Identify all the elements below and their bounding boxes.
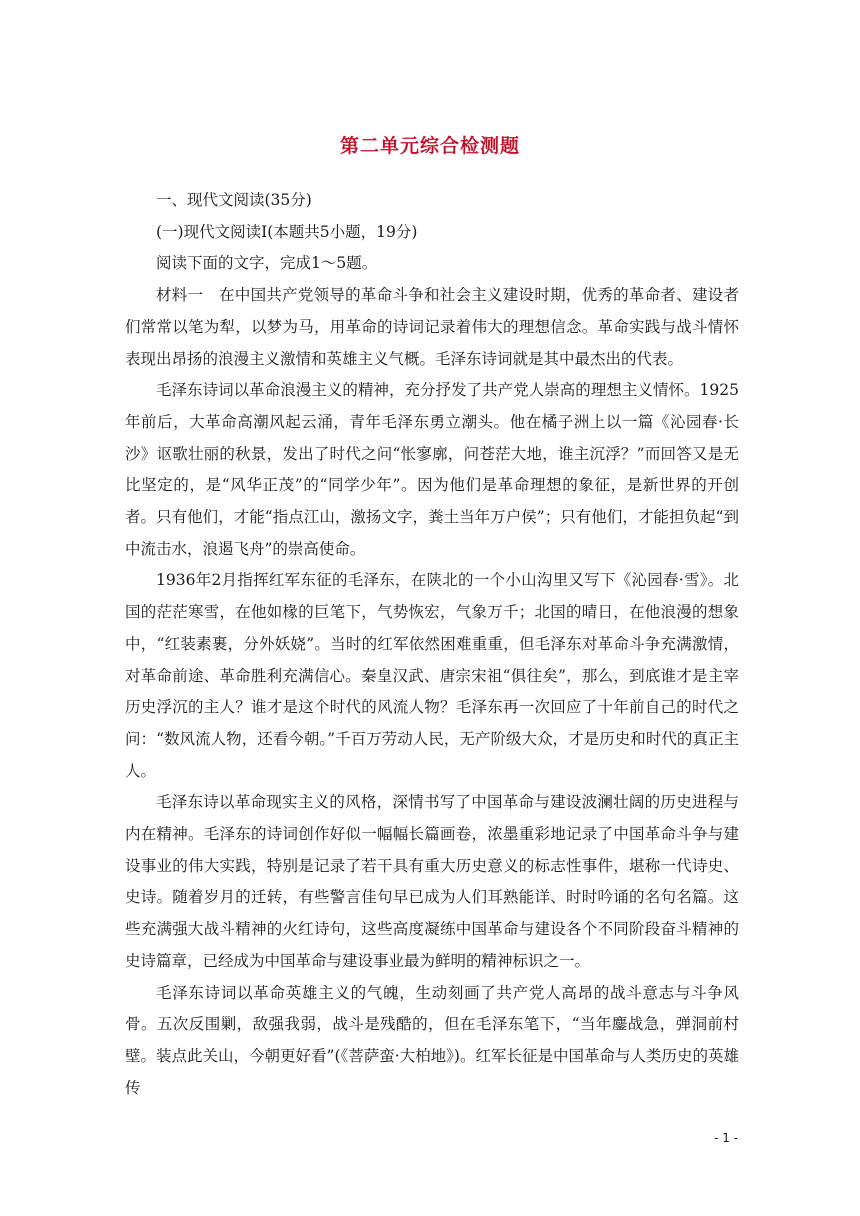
document-body: [125, 185, 739, 1104]
paragraph-realism: 毛泽东诗以革命现实主义的风格，深情书写了中国革命与建设波澜壮阔的历史进程与内在精神。毛泽东的诗词创作好似一幅幅长篇画卷，浓墨重彩地记录了中国革命斗争与建设事业的伟大实践，特别是记录了若干具有重大历史意义的标志性事件，堪称一代诗史、史诗。随着岁月的迁转，有些警言佳句早已成为人们耳熟能详、时时吟诵的名句名篇。这些充满强大战斗精神的火红诗句，这些高度凝练中国革命与建设各个不同阶段奋斗精神的史诗篇章，已经成为中国革命与建设事业最为鲜明的精神标识之一。: [125, 793, 739, 970]
paragraph-heroism: 毛泽东诗词以革命英雄主义的气魄，生动刻画了共产党人高昂的战斗意志与斗争风骨。五次反围剿，敌强我弱，战斗是残酷的，但在毛泽东笔下，“当年鏖战急，弹洞前村壁。装点此关山，今朝更好看”(《菩萨蛮·大柏地》)。红军长征是中国革命与人类历史的英雄传: [125, 983, 739, 1097]
subsection-heading: (一)现代文阅读Ⅰ(本题共5小题，19分): [156, 222, 418, 241]
instruction-text: 阅读下面的文字，完成1～5题。: [156, 254, 378, 273]
page-number: - 1 -: [714, 1131, 738, 1145]
paragraph-material-one: 材料一 在中国共产党领导的革命斗争和社会主义建设时期，优秀的革命者、建设者们常常以笔为犁，以梦为马，用革命的诗词记录着伟大的理想信念。革命实践与战斗情怀表现出昂扬的浪漫主义激情和英雄主义气概。毛泽东诗词就是其中最杰出的代表。: [125, 286, 739, 368]
document-title: 第二单元综合检测题: [339, 135, 520, 157]
section-heading: 一、现代文阅读(35分): [156, 191, 312, 209]
paragraph-changsha: 毛泽东诗词以革命浪漫主义的精神，充分抒发了共产党人崇高的理想主义情怀。1925年前后，大革命高潮风起云涌，青年毛泽东勇立潮头。他在橘子洲上以一篇《沁园春·长沙》讴歌壮丽的秋景，发出了时代之问“怅寥廓，问苍茫大地，谁主沉浮？”而回答又是无比坚定的，是“风华正茂”的“同学少年”。因为他们是革命理想的象征，是新世界的开创者。只有他们，才能“指点江山，激扬文字，粪土当年万户侯”；只有他们，才能担负起“到中流击水，浪遏飞舟”的崇高使命。: [125, 381, 739, 558]
paragraph-snow: 1936年2月指挥红军东征的毛泽东，在陕北的一个小山沟里又写下《沁园春·雪》。北国的茫茫寒雪，在他如椽的巨笔下，气势恢宏，气象万千；北国的晴日，在他浪漫的想象中，“红装素裹，分外妖娆”。当时的红军依然困难重重，但毛泽东对革命斗争充满激情，对革命前途、革命胜利充满信心。秦皇汉武、唐宗宋祖“俱往矣”，那么，到底谁才是主宰历史浮沉的主人？谁才是这个时代的风流人物？毛泽东再一次回应了十年前自己的时代之问：“数风流人物，还看今朝。”千百万劳动人民，无产阶级大众，才是历史和时代的真正主人。: [125, 571, 739, 780]
